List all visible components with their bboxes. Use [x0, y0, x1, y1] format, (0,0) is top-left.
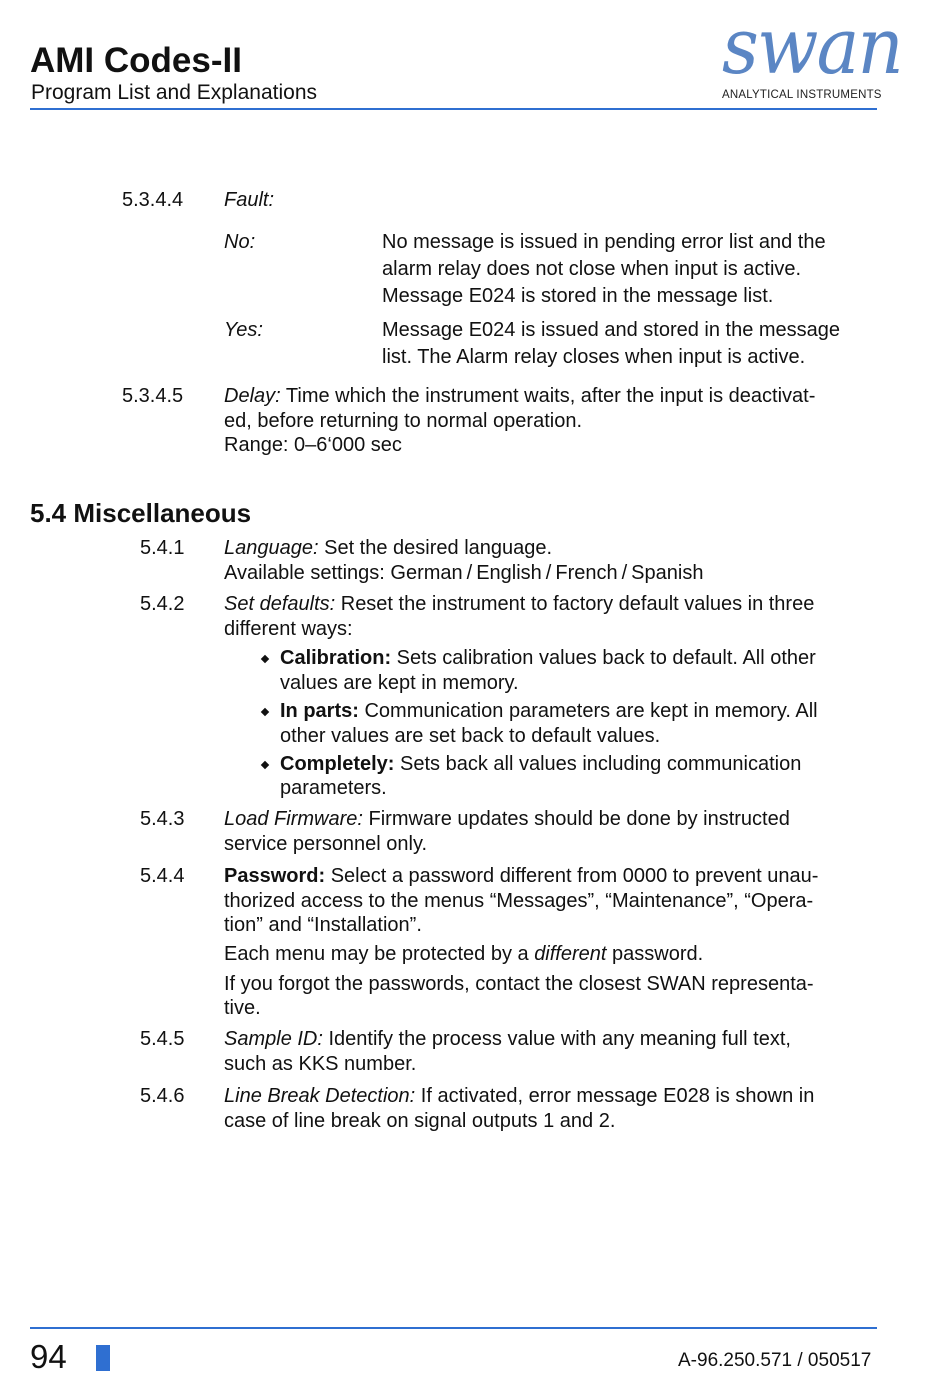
language-paragraph: Language: Set the desired language.	[224, 537, 553, 559]
section-number: 5.3.4.4	[122, 189, 184, 211]
section-number: 5.4.1	[140, 537, 185, 559]
linebreak-line: case of line break on signal outputs 1 and 2.	[224, 1110, 616, 1132]
fault-no-line: alarm relay does not close when input is active.	[382, 258, 802, 280]
page-marker	[96, 1345, 110, 1371]
swan-logo	[718, 2, 902, 106]
document-reference: A-96.250.571 / 050517	[678, 1350, 872, 1371]
password-note: tive.	[224, 997, 261, 1019]
list-item: Calibration: Sets calibration values back to default. All other	[280, 647, 816, 669]
list-item: Completely: Sets back all values including communication	[280, 753, 802, 775]
section-number: 5.3.4.5	[122, 385, 184, 407]
section-number: 5.4.2	[140, 593, 185, 615]
list-item: In parts: Communication parameters are kept in memory. All	[280, 700, 818, 722]
header-rule	[30, 108, 877, 110]
logo-tagline: ANALYTICAL INSTRUMENTS	[722, 89, 882, 101]
defaults-line: different ways:	[224, 618, 353, 640]
password-line: tion” and “Installation”.	[224, 914, 422, 936]
firmware-paragraph: Load Firmware: Firmware updates should be done by instructed	[224, 808, 790, 830]
bullet-icon	[261, 655, 269, 663]
section-heading: 5.4 Miscellaneous	[30, 498, 252, 528]
language-settings: Available settings: German / English / French / Spanish	[224, 562, 704, 584]
fault-yes-label: Yes:	[224, 319, 263, 341]
delay-paragraph: Delay: Time which the instrument waits, after the input is deactivat-	[224, 385, 816, 407]
sample-line: such as KKS number.	[224, 1053, 417, 1075]
section-number: 5.4.6	[140, 1085, 185, 1107]
firmware-line: service personnel only.	[224, 833, 428, 855]
bullet-icon	[261, 761, 269, 769]
password-note: Each menu may be protected by a different password.	[224, 943, 704, 965]
list-item-continuation: values are kept in memory.	[280, 672, 519, 694]
delay-range: Range: 0–6‘000 sec	[224, 434, 402, 456]
fault-no-line: No message is issued in pending error list and the	[382, 231, 826, 253]
fault-no-line: Message E024 is stored in the message list.	[382, 285, 774, 307]
page-number: 94	[30, 1338, 67, 1375]
bullet-icon	[261, 708, 269, 716]
password-note: If you forgot the passwords, contact the closest SWAN representa-	[224, 973, 814, 995]
list-item-continuation: parameters.	[280, 777, 387, 799]
firmware-label: Load Firmware:	[224, 808, 363, 830]
section-number: 5.4.4	[140, 865, 185, 887]
fault-yes-line: list. The Alarm relay closes when input is active.	[382, 346, 806, 368]
document-subtitle: Program List and Explanations	[31, 81, 317, 104]
fault-label: Fault:	[224, 189, 275, 211]
sample-paragraph: Sample ID: Identify the process value with any meaning full text,	[224, 1028, 791, 1050]
defaults-label: Set defaults:	[224, 593, 336, 615]
sample-label: Sample ID:	[224, 1028, 323, 1050]
section-number: 5.4.5	[140, 1028, 185, 1050]
document-title: AMI Codes-II	[30, 41, 242, 80]
delay-line: ed, before returning to normal operation.	[224, 410, 582, 432]
fault-yes-line: Message E024 is issued and stored in the message	[382, 319, 841, 341]
linebreak-paragraph: Line Break Detection: If activated, error message E028 is shown in	[224, 1085, 815, 1107]
password-label: Password:	[224, 865, 326, 887]
list-item-continuation: other values are set back to default values.	[280, 725, 661, 747]
delay-label: Delay:	[224, 385, 281, 407]
defaults-paragraph: Set defaults: Reset the instrument to factory default values in three	[224, 593, 815, 615]
footer-rule	[30, 1327, 877, 1329]
linebreak-label: Line Break Detection:	[224, 1085, 416, 1107]
language-label: Language:	[224, 537, 319, 559]
password-line: thorized access to the menus “Messages”, “Maintenance”, “Opera-	[224, 890, 814, 912]
logo-wordmark: swan	[722, 2, 902, 92]
fault-no-label: No:	[224, 231, 256, 253]
section-number: 5.4.3	[140, 808, 185, 830]
password-paragraph: Password: Select a password different from 0000 to prevent unau-	[224, 865, 819, 887]
